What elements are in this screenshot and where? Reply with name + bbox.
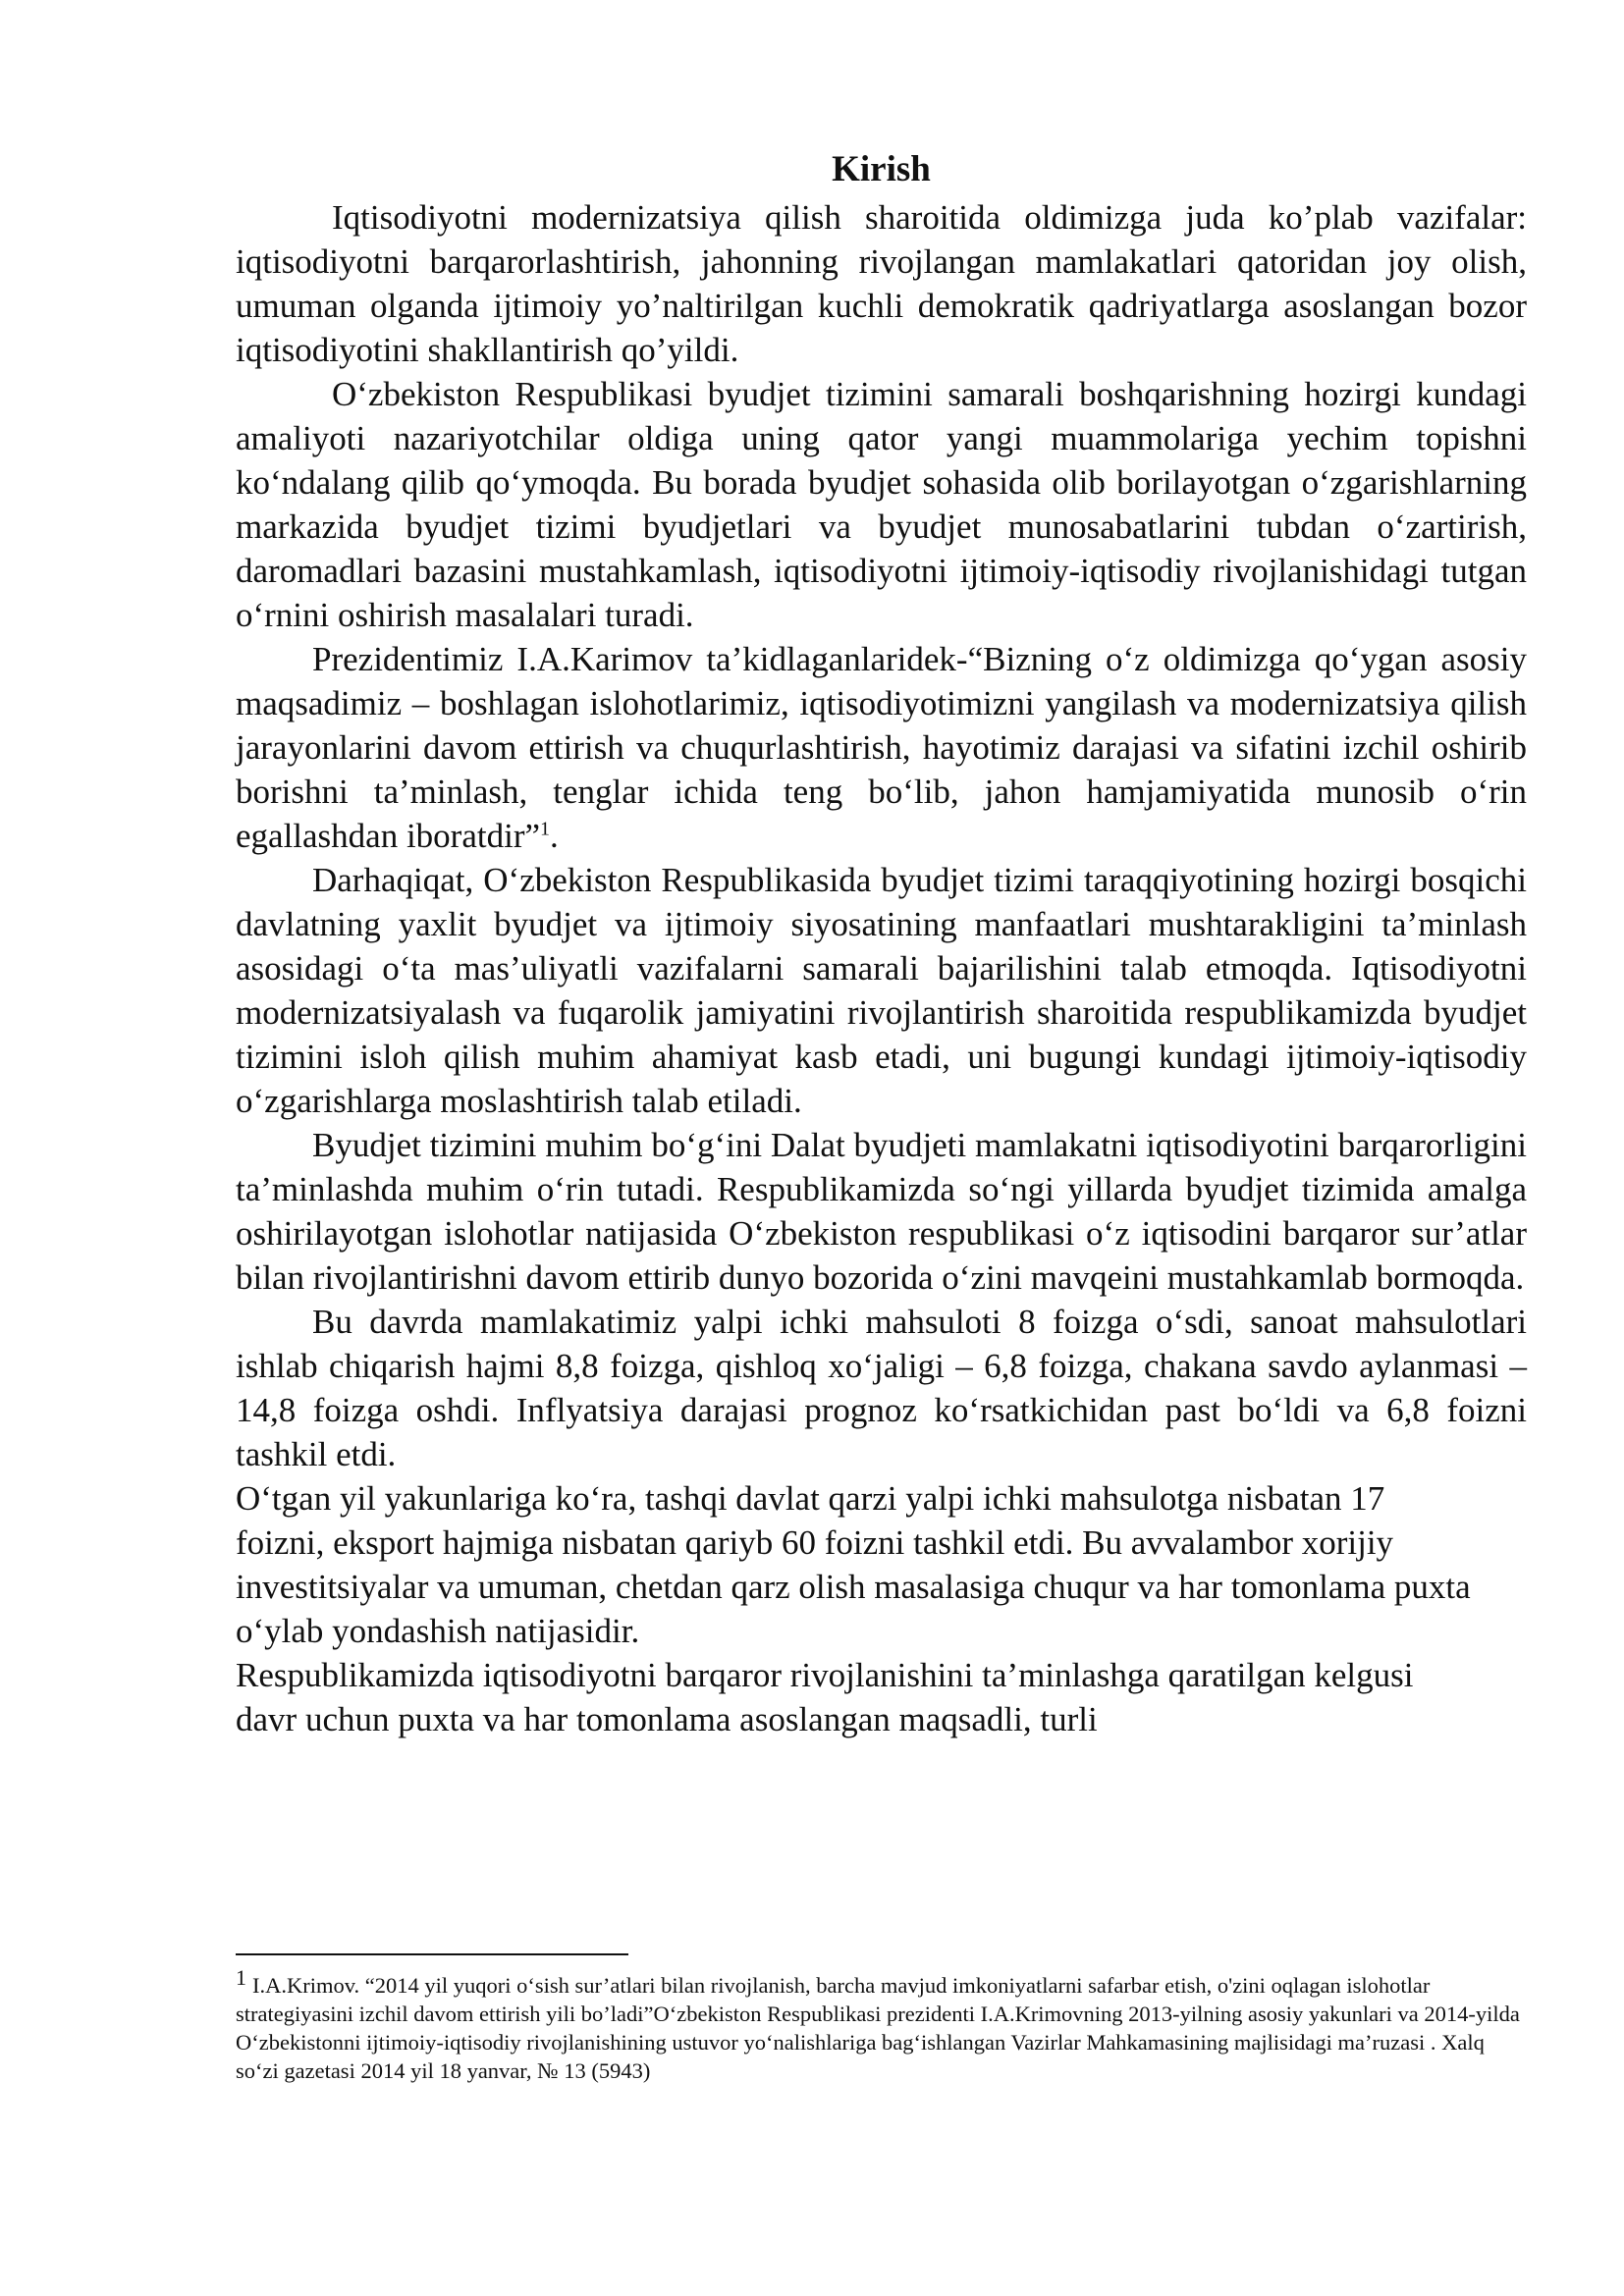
footnote-reference[interactable]: 1 [540,818,551,840]
paragraph-4: Darhaqiqat, O‘zbekiston Respublikasida byudjet tizimi taraqqiyotining hozirgi bosqichi davlatning yaxlit byudjet va ijtimoiy siyosatining manfaatlari mushtarakligini ta’minlash asosidagi o‘ta mas’uliyatli vazifalarni samarali bajarilishini talab etmoqda. Iqtisodiyotni modernizatsiyalash va fuqarolik jamiyatini rivojlantirish sharoitida respublikamizda byudjet tizimini isloh qilish muhim ahamiyat kasb etadi, uni bugungi kundagi ijtimoiy-iqtisodiy o‘zgarishlarga moslashtirish talab etiladi. [236,861,1527,1120]
footnote [236,1964,1532,2085]
paragraph-6: Bu davrda mamlakatimiz yalpi ichki mahsuloti 8 foizga o‘sdi, sanoat mahsulotlari ishlab chiqarish hajmi 8,8 foizga, qishloq xo‘jaligi – 6,8 foizga, chakana savdo aylanmasi – 14,8 foizga oshdi. Inflyatsiya darajasi prognoz ko‘rsatkichidan past bo‘ldi va 6,8 foizni tashkil etdi. [236,1303,1527,1473]
paragraph-5: Byudjet tizimini muhim bo‘g‘ini Dalat byudjeti mamlakatni iqtisodiyotini barqarorligini ta’minlashda muhim o‘rin tutadi. Respublikamizda so‘ngi yillarda byudjet tizimida amalga oshirilayotgan islohotlar natijasida O‘zbekiston respublikasi o‘z iqtisodini barqaror sur’atlar bilan rivojlantirishni davom ettirib dunyo bozorida o‘zini mavqeini mustahkamlab bormoqda. [236,1126,1527,1297]
paragraph-3 [236,637,1527,858]
paragraph-2: O‘zbekiston Respublikasi byudjet tizimini samarali boshqarishning hozirgi kundagi amaliyoti nazariyotchilar oldiga uning qator yangi muammolariga yechim topishni ko‘ndalang qilib qo‘ymoqda. Bu borada byudjet sohasida olib borilayotgan o‘zgarishlarning markazida byudjet tizimi byudjetlari va byudjet munosabatlarini tubdan o‘zartirish, daromadlari bazasini mustahkamlash, iqtisodiyotni ijtimoiy-iqtisodiy rivojlanishidagi tutgan o‘rnini oshirish masalalari turadi. [236,375,1527,634]
footnote-text: I.A.Krimov. “2014 yil yuqori o‘sish sur’atlari bilan rivojlanish, barcha mavjud imkoniyatlarni safarbar etish, o'zini oqlagan islohotlar strategiyasini izchil davom ettirish yili bo’ladi”O‘zbekiston Respublikasi prezidenti I.A.Krimovning 2013-yilning asosiy yakunlari va 2014-yilda O‘zbekistonni ijtimoiy-iqtisodiy rivojlanishining ustuvor yo‘nalishlariga bag‘ishlangan Vazirlar Mahkamasining majlisidagi ma’ruzasi . Xalq so‘zi gazetasi 2014 yil 18 yanvar, № 13 (5943) [236,1973,1520,2083]
paragraph-3-text: Prezidentimiz I.A.Karimov ta’kidlaganlaridek-“Bizning o‘z oldimizga qo‘ygan asosiy maqsadimiz – boshlagan islohotlarimiz, iqtisodiyotimizni yangilash va modernizatsiya qilish jarayonlarini davom ettirish va chuqurlashtirish, hayotimiz darajasi va sifatini izchil oshirib borishni ta’minlash, tenglar ichida teng bo‘lib, jahon hamjamiyatida munosib o‘rin egallashdan iboratdir” [236,640,1527,855]
footnote-number: 1 [236,1964,246,1990]
document-title: Kirish [832,149,931,189]
document-page [236,147,1527,1741]
footnote-separator [236,1953,628,1955]
paragraph-1: Iqtisodiyotni modernizatsiya qilish sharoitida oldimizga juda ko’plab vazifalar: iqtisodiyotni barqarorlashtirish, jahonning rivojlangan mamlakatlari qatoridan joy olish, umuman olganda ijtimoiy yo’naltirilgan kuchli demokratik qadriyatlarga asoslangan bozor iqtisodiyotini shakllantirish qo’yildi. [236,198,1527,369]
paragraph-7: O‘tgan yil yakunlariga ko‘ra, tashqi davlat qarzi yalpi ichki mahsulotga nisbatan 17 foizni, eksport hajmiga nisbatan qariyb 60 foizni tashkil etdi. Bu avvalambor xorijiy investitsiyalar va umuman, chetdan qarz olish masalasiga chuqur va har tomonlama puxta o‘ylab yondashish natijasidir. [236,1479,1471,1650]
paragraph-3-end: . [550,817,559,855]
paragraph-8: Respublikamizda iqtisodiyotni barqaror rivojlanishini ta’minlashga qaratilgan kelgusi davr uchun puxta va har tomonlama asoslangan maqsadli, turli [236,1656,1414,1738]
